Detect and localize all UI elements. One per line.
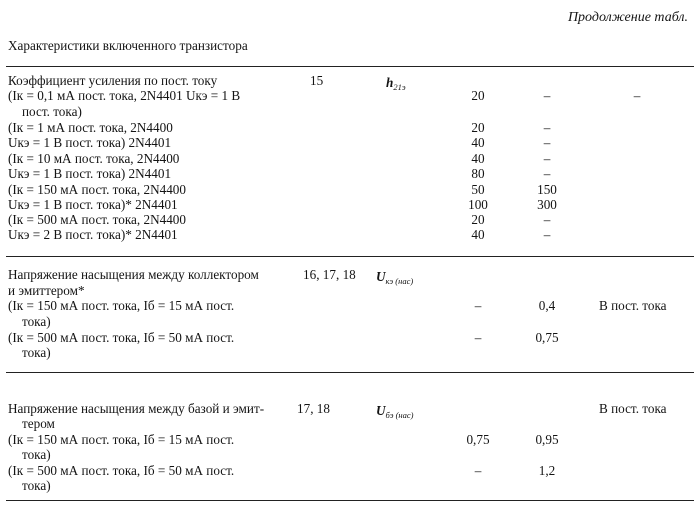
vbe-sat-title-line2: тером	[22, 416, 55, 431]
table-cell-min: 20	[471, 212, 485, 227]
table-cell-min: 40	[471, 135, 485, 150]
divider	[6, 500, 694, 501]
table-cell-min: 100	[468, 197, 488, 212]
table-cell-typ: –	[543, 88, 551, 103]
vbe-sat-title: Напряжение насыщения между базой и эмит-	[8, 401, 265, 416]
table-cell-min: 20	[471, 120, 485, 135]
table-row-text: (Iк = 500 мА пост. тока, 2N4400	[8, 212, 186, 227]
table-row-text: Uкэ = 1 В пост. тока) 2N4401	[8, 166, 172, 181]
table-row-text: (Iк = 150 мА пост. тока, Iб = 15 мА пост.	[8, 298, 235, 313]
table-cell-min: –	[474, 298, 482, 313]
table-cell-min: 0,75	[466, 432, 490, 447]
table-row-text: (Iк = 1 мА пост. тока, 2N4400	[8, 120, 173, 135]
table-cell-min: –	[474, 463, 482, 478]
table-row-text: тока)	[22, 345, 51, 360]
section-title: Характеристики включенного транзистора	[8, 38, 248, 53]
table-cell-typ: 150	[537, 182, 557, 197]
vbe-sat-note: 17, 18	[297, 401, 330, 416]
table-cell-typ: –	[543, 166, 551, 181]
vbe-sat-symbol: $U_{бэ (нас)}$	[376, 403, 414, 420]
table-row-text: Uкэ = 2 В пост. тока)* 2N4401	[8, 227, 178, 242]
vce-sat-note: 16, 17, 18	[303, 267, 356, 282]
table-cell-min: 80	[471, 166, 485, 181]
divider	[6, 256, 694, 257]
table-cell-typ: –	[543, 227, 551, 242]
table-cell-typ: –	[543, 120, 551, 135]
table-row-text: тока)	[22, 447, 51, 462]
table-row-text: Uкэ = 1 В пост. тока) 2N4401	[8, 135, 172, 150]
table-cell-min: 40	[471, 151, 485, 166]
table-cell-min: 50	[471, 182, 485, 197]
table-cell-max: –	[633, 88, 641, 103]
table-row-text: (Iк = 150 мА пост. тока, Iб = 15 мА пост.	[8, 432, 235, 447]
table-row-text: (Iк = 0,1 мА пост. тока, 2N4401 Uкэ = 1 В	[8, 88, 241, 103]
table-cell-typ: 300	[537, 197, 557, 212]
table-row-text: (Iк = 150 мА пост. тока, 2N4400	[8, 182, 186, 197]
table-row-text: пост. тока)	[22, 104, 82, 119]
vce-sat-title-line2: и эмиттером*	[8, 283, 85, 298]
table-row-text: (Iк = 500 мА пост. тока, Iб = 50 мА пост.	[8, 330, 235, 345]
gain-note: 15	[310, 73, 324, 88]
vce-sat-unit: В пост. тока	[599, 298, 667, 313]
table-row-text: (Iк = 10 мА пост. тока, 2N4400	[8, 151, 180, 166]
table-cell-min: 40	[471, 227, 485, 242]
table-cell-min: 20	[471, 88, 485, 103]
gain-symbol: $h_{21э}$	[386, 75, 406, 92]
table-cell-typ: –	[543, 151, 551, 166]
table-cell-typ: 0,75	[535, 330, 559, 345]
vbe-sat-unit: В пост. тока	[599, 401, 667, 416]
vce-sat-title: Напряжение насыщения между коллектором	[8, 267, 259, 282]
divider	[6, 66, 694, 67]
table-row-text: Uкэ = 1 В пост. тока)* 2N4401	[8, 197, 178, 212]
table-cell-min: –	[474, 330, 482, 345]
vce-sat-symbol: $U_{кэ (нас)}$	[376, 269, 414, 286]
table-cell-typ: –	[543, 212, 551, 227]
table-row-text: тока)	[22, 314, 51, 329]
table-cell-typ: 0,95	[535, 432, 559, 447]
table-cell-typ: –	[543, 135, 551, 150]
divider	[6, 372, 694, 373]
table-row-text: тока)	[22, 478, 51, 493]
table-cell-typ: 1,2	[538, 463, 556, 478]
continuation-label: Продолжение табл.	[567, 10, 688, 25]
table-row-text: (Iк = 500 мА пост. тока, Iб = 50 мА пост.	[8, 463, 235, 478]
gain-title: Коэффициент усиления по пост. току	[8, 73, 218, 88]
table-cell-typ: 0,4	[538, 298, 556, 313]
